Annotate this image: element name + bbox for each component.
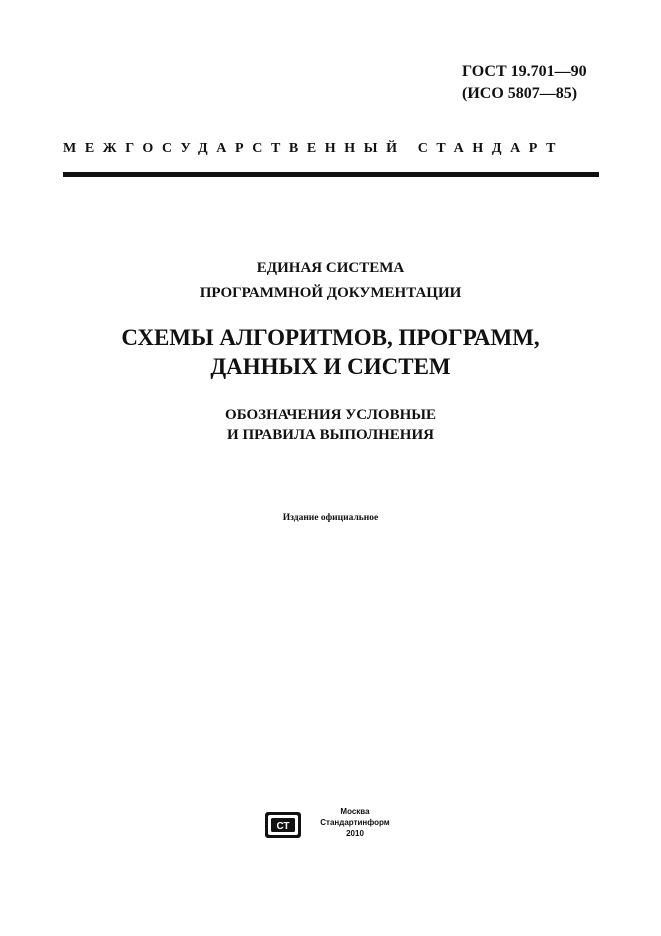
- subtitle-line-1: ОБОЗНАЧЕНИЯ УСЛОВНЫЕ: [225, 407, 436, 423]
- series-heading: [0, 256, 661, 306]
- document-title: [0, 323, 661, 381]
- iso-number: (ИСО 5807—85): [462, 85, 578, 102]
- header-rule: [63, 172, 599, 177]
- publisher-name: Стандартинформ: [320, 818, 390, 827]
- interstate-standard-heading: МЕЖГОСУДАРСТВЕННЫЙ СТАНДАРТ: [63, 141, 565, 156]
- series-line-2: ПРОГРАММНОЙ ДОКУМЕНТАЦИИ: [199, 285, 462, 301]
- title-line-2: ДАННЫХ И СИСТЕМ: [210, 354, 451, 379]
- subtitle-line-2: И ПРАВИЛА ВЫПОЛНЕНИЯ: [227, 427, 434, 443]
- standard-number: ГОСТ 19.701—90: [462, 63, 587, 80]
- publisher-block: [305, 806, 405, 839]
- document-code: [462, 61, 587, 105]
- standartinform-logo-icon: [264, 811, 302, 839]
- series-line-1: ЕДИНАЯ СИСТЕМА: [256, 260, 405, 276]
- svg-text:СТ: СТ: [276, 821, 290, 832]
- title-line-1: СХЕМЫ АЛГОРИТМОВ, ПРОГРАММ,: [121, 325, 540, 350]
- document-subtitle: [0, 405, 661, 445]
- publication-year: 2010: [346, 829, 364, 838]
- edition-note: Издание официальное: [282, 513, 379, 523]
- publisher-city: Москва: [340, 807, 370, 816]
